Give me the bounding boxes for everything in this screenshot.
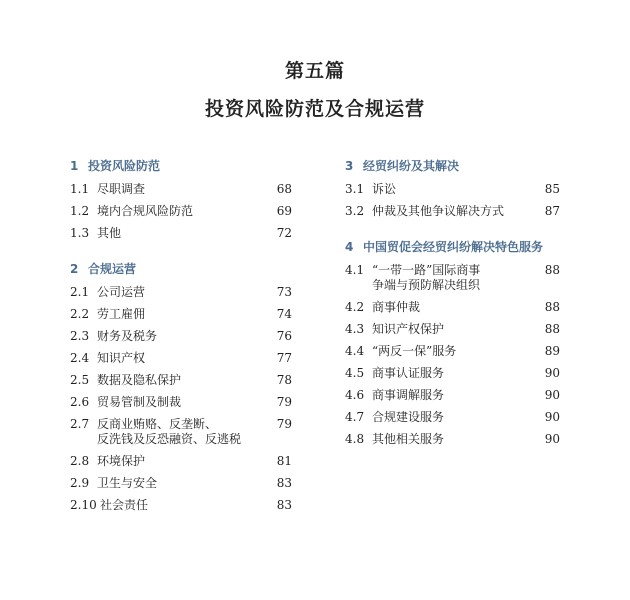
- toc-entry[interactable]: [70, 329, 292, 344]
- toc-entry[interactable]: [70, 373, 292, 388]
- entry-label: “两反一保”服务: [372, 344, 457, 358]
- entry-number: 2.9: [70, 476, 90, 490]
- toc-left-column: [70, 158, 292, 533]
- entry-label: 商事认证服务: [372, 366, 445, 380]
- entry-label: 商事仲裁: [372, 300, 421, 314]
- entry-page: 73: [276, 285, 292, 299]
- toc-entry[interactable]: [70, 307, 292, 322]
- toc-entry[interactable]: [70, 182, 292, 197]
- entry-number: 3.1: [345, 182, 365, 196]
- entry-number: 1.2: [70, 204, 90, 218]
- section-title: 投资风险防范: [88, 159, 161, 173]
- entry-page: 88: [544, 322, 560, 336]
- entry-page: 74: [276, 307, 292, 321]
- entry-page: 87: [544, 204, 560, 218]
- entry-label: 贸易管制及制裁: [97, 395, 182, 409]
- toc-entry[interactable]: [345, 300, 560, 315]
- toc-entry[interactable]: [70, 226, 292, 241]
- entry-page: 90: [544, 410, 560, 424]
- entry-number: 2.3: [70, 329, 90, 343]
- entry-label: 知识产权保护: [372, 322, 445, 336]
- section-heading[interactable]: [70, 261, 292, 277]
- entry-label: “一带一路”国际商事 争端与预防解决组织: [372, 263, 481, 292]
- toc-entry[interactable]: [345, 410, 560, 425]
- section-title: 中国贸促会经贸纠纷解决特色服务: [363, 240, 544, 254]
- section-number: 1: [70, 159, 79, 173]
- toc-section-2: [70, 261, 292, 513]
- entry-number: 4.8: [345, 432, 365, 446]
- entry-page: 90: [544, 432, 560, 446]
- entry-page: 76: [276, 329, 292, 343]
- entry-label: 知识产权: [97, 351, 146, 365]
- entry-label: 尽职调查: [97, 182, 146, 196]
- entry-page: 78: [276, 373, 292, 387]
- toc-right-column: [345, 158, 560, 467]
- entry-page: 81: [276, 454, 292, 468]
- toc-entry[interactable]: [70, 454, 292, 469]
- section-title: 合规运营: [88, 262, 137, 276]
- entry-number: 1.1: [70, 182, 90, 196]
- entry-label: 合规建设服务: [372, 410, 445, 424]
- entry-number: 4.5: [345, 366, 365, 380]
- section-heading[interactable]: [345, 239, 560, 255]
- section-number: 4: [345, 240, 354, 254]
- entry-page: 88: [544, 263, 560, 277]
- entry-page: 83: [276, 498, 292, 512]
- entry-page: 90: [544, 366, 560, 380]
- entry-number: 2.6: [70, 395, 90, 409]
- entry-page: 77: [276, 351, 292, 365]
- entry-page: 79: [276, 395, 292, 409]
- entry-page: 89: [544, 344, 560, 358]
- toc-entry[interactable]: [70, 476, 292, 491]
- entry-label: 其他相关服务: [372, 432, 445, 446]
- toc-entry[interactable]: [70, 417, 292, 447]
- entry-number: 1.3: [70, 226, 90, 240]
- section-heading[interactable]: [345, 158, 560, 174]
- section-title: 经贸纠纷及其解决: [363, 159, 460, 173]
- entry-page: 90: [544, 388, 560, 402]
- entry-label: 社会责任: [100, 498, 149, 512]
- entry-number: 4.1: [345, 263, 365, 277]
- toc-section-1: [70, 158, 292, 241]
- entry-number: 2.7: [70, 417, 90, 431]
- toc-entry[interactable]: [70, 285, 292, 300]
- entry-label: 财务及税务: [97, 329, 158, 343]
- entry-label: 诉讼: [372, 182, 397, 196]
- entry-label: 仲裁及其他争议解决方式: [372, 204, 505, 218]
- entry-label: 数据及隐私保护: [97, 373, 182, 387]
- entry-page: 85: [544, 182, 560, 196]
- toc-entry[interactable]: [70, 498, 292, 513]
- entry-number: 4.3: [345, 322, 365, 336]
- entry-number: 4.2: [345, 300, 365, 314]
- entry-number: 3.2: [345, 204, 365, 218]
- entry-number: 2.5: [70, 373, 90, 387]
- entry-number: 4.4: [345, 344, 365, 358]
- entry-number: 4.7: [345, 410, 365, 424]
- toc-entry[interactable]: [70, 351, 292, 366]
- toc-entry[interactable]: [345, 263, 560, 293]
- toc-entry[interactable]: [345, 182, 560, 197]
- section-heading[interactable]: [70, 158, 292, 174]
- entry-page: 79: [276, 417, 292, 431]
- entry-page: 83: [276, 476, 292, 490]
- entry-label: 环境保护: [97, 454, 146, 468]
- entry-number: 2.10: [70, 498, 97, 512]
- entry-number: 2.1: [70, 285, 90, 299]
- entry-number: 2.8: [70, 454, 90, 468]
- entry-page: 72: [276, 226, 292, 240]
- entry-label: 公司运营: [97, 285, 146, 299]
- toc-entry[interactable]: [345, 322, 560, 337]
- entry-number: 2.4: [70, 351, 90, 365]
- entry-label: 境内合规风险防范: [97, 204, 194, 218]
- toc-entry[interactable]: [345, 204, 560, 219]
- entry-number: 2.2: [70, 307, 90, 321]
- entry-page: 69: [276, 204, 292, 218]
- part-title: 第五篇: [284, 60, 345, 82]
- entry-label: 卫生与安全: [97, 476, 158, 490]
- toc-entry[interactable]: [70, 204, 292, 219]
- entry-page: 88: [544, 300, 560, 314]
- section-number: 2: [70, 262, 79, 276]
- entry-label: 反商业贿赂、反垄断、 反洗钱及反恐融资、反逃税: [97, 417, 242, 446]
- section-number: 3: [345, 159, 354, 173]
- toc-entry[interactable]: [345, 344, 560, 359]
- toc-section-3: [345, 158, 560, 219]
- entry-label: 商事调解服务: [372, 388, 445, 402]
- toc-section-4: [345, 239, 560, 447]
- entry-label: 其他: [97, 226, 122, 240]
- part-subtitle: 投资风险防范及合规运营: [204, 98, 425, 120]
- toc-entry[interactable]: [345, 432, 560, 447]
- toc-entry[interactable]: [345, 388, 560, 403]
- entry-number: 4.6: [345, 388, 365, 402]
- entry-page: 68: [276, 182, 292, 196]
- entry-label: 劳工雇佣: [97, 307, 146, 321]
- toc-entry[interactable]: [70, 395, 292, 410]
- toc-entry[interactable]: [345, 366, 560, 381]
